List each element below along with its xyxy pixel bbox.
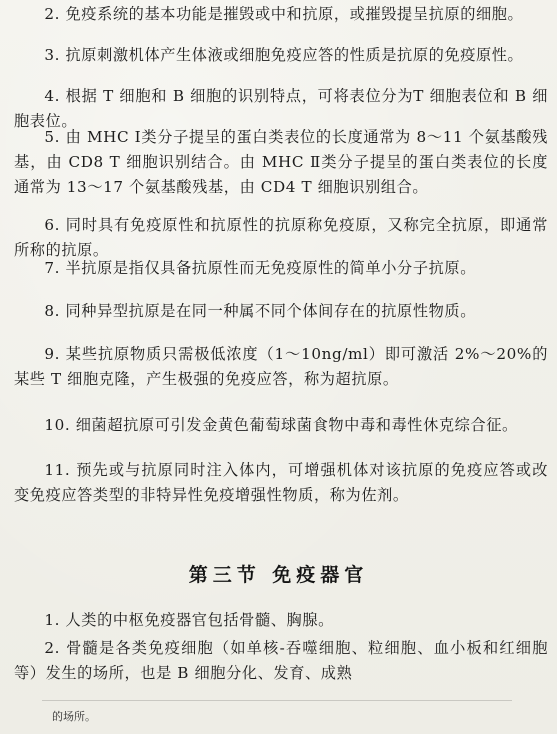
paragraph-11: 11. 预先或与抗原同时注入体内，可增强机体对该抗原的免疫应答或改变免疫应答类型的非特异性免疫增强性物质，称为佐剂。 [14, 461, 548, 504]
footer-text: 的场所。 [52, 710, 96, 723]
paragraph-3: 3. 抗原刺激机体产生体液或细胞免疫应答的性质是抗原的免疫原性。 [44, 46, 524, 64]
paragraph-2: 2. 免疫系统的基本功能是摧毁或中和抗原，或摧毁提呈抗原的细胞。 [44, 5, 524, 23]
paragraph-8: 8. 同种异型抗原是在同一种属不同个体间存在的抗原性物质。 [44, 302, 476, 320]
section-paragraph-1: 1. 人类的中枢免疫器官包括骨髓、胸腺。 [44, 611, 334, 629]
paragraph-10: 10. 细菌超抗原可引发金黄色葡萄球菌食物中毒和毒性休克综合征。 [44, 416, 518, 434]
paragraph-9: 9. 某些抗原物质只需极低浓度（1～10ng/ml）即可激活 2%～20%的某些 T 细胞克隆，产生极强的免疫应答，称为超抗原。 [14, 345, 548, 388]
paragraph-6: 6. 同时具有免疫原性和抗原性的抗原称免疫原，又称完全抗原，即通常所称的抗原。 [14, 216, 548, 259]
section-paragraph-2: 2. 骨髓是各类免疫细胞（如单核-吞噬细胞、粒细胞、血小板和红细胞等）发生的场所，也是 B 细胞分化、发育、成熟 [14, 639, 548, 682]
section-heading: 第三节 免疫器官 [188, 564, 369, 586]
footer-divider [42, 700, 512, 701]
paragraph-5: 5. 由 MHC Ⅰ类分子提呈的蛋白类表位的长度通常为 8～11 个氨基酸残基，由 CD8 T 细胞识别结合。由 MHC Ⅱ类分子提呈的蛋白类表位的长度通常为 13～17 个氨基酸残基，由 CD4 T 细胞识别组合。 [14, 128, 548, 196]
paragraph-4: 4. 根据 T 细胞和 B 细胞的识别特点，可将表位分为T 细胞表位和 B 细胞表位。 [14, 87, 548, 130]
paragraph-7: 7. 半抗原是指仅具备抗原性而无免疫原性的简单小分子抗原。 [44, 259, 476, 277]
